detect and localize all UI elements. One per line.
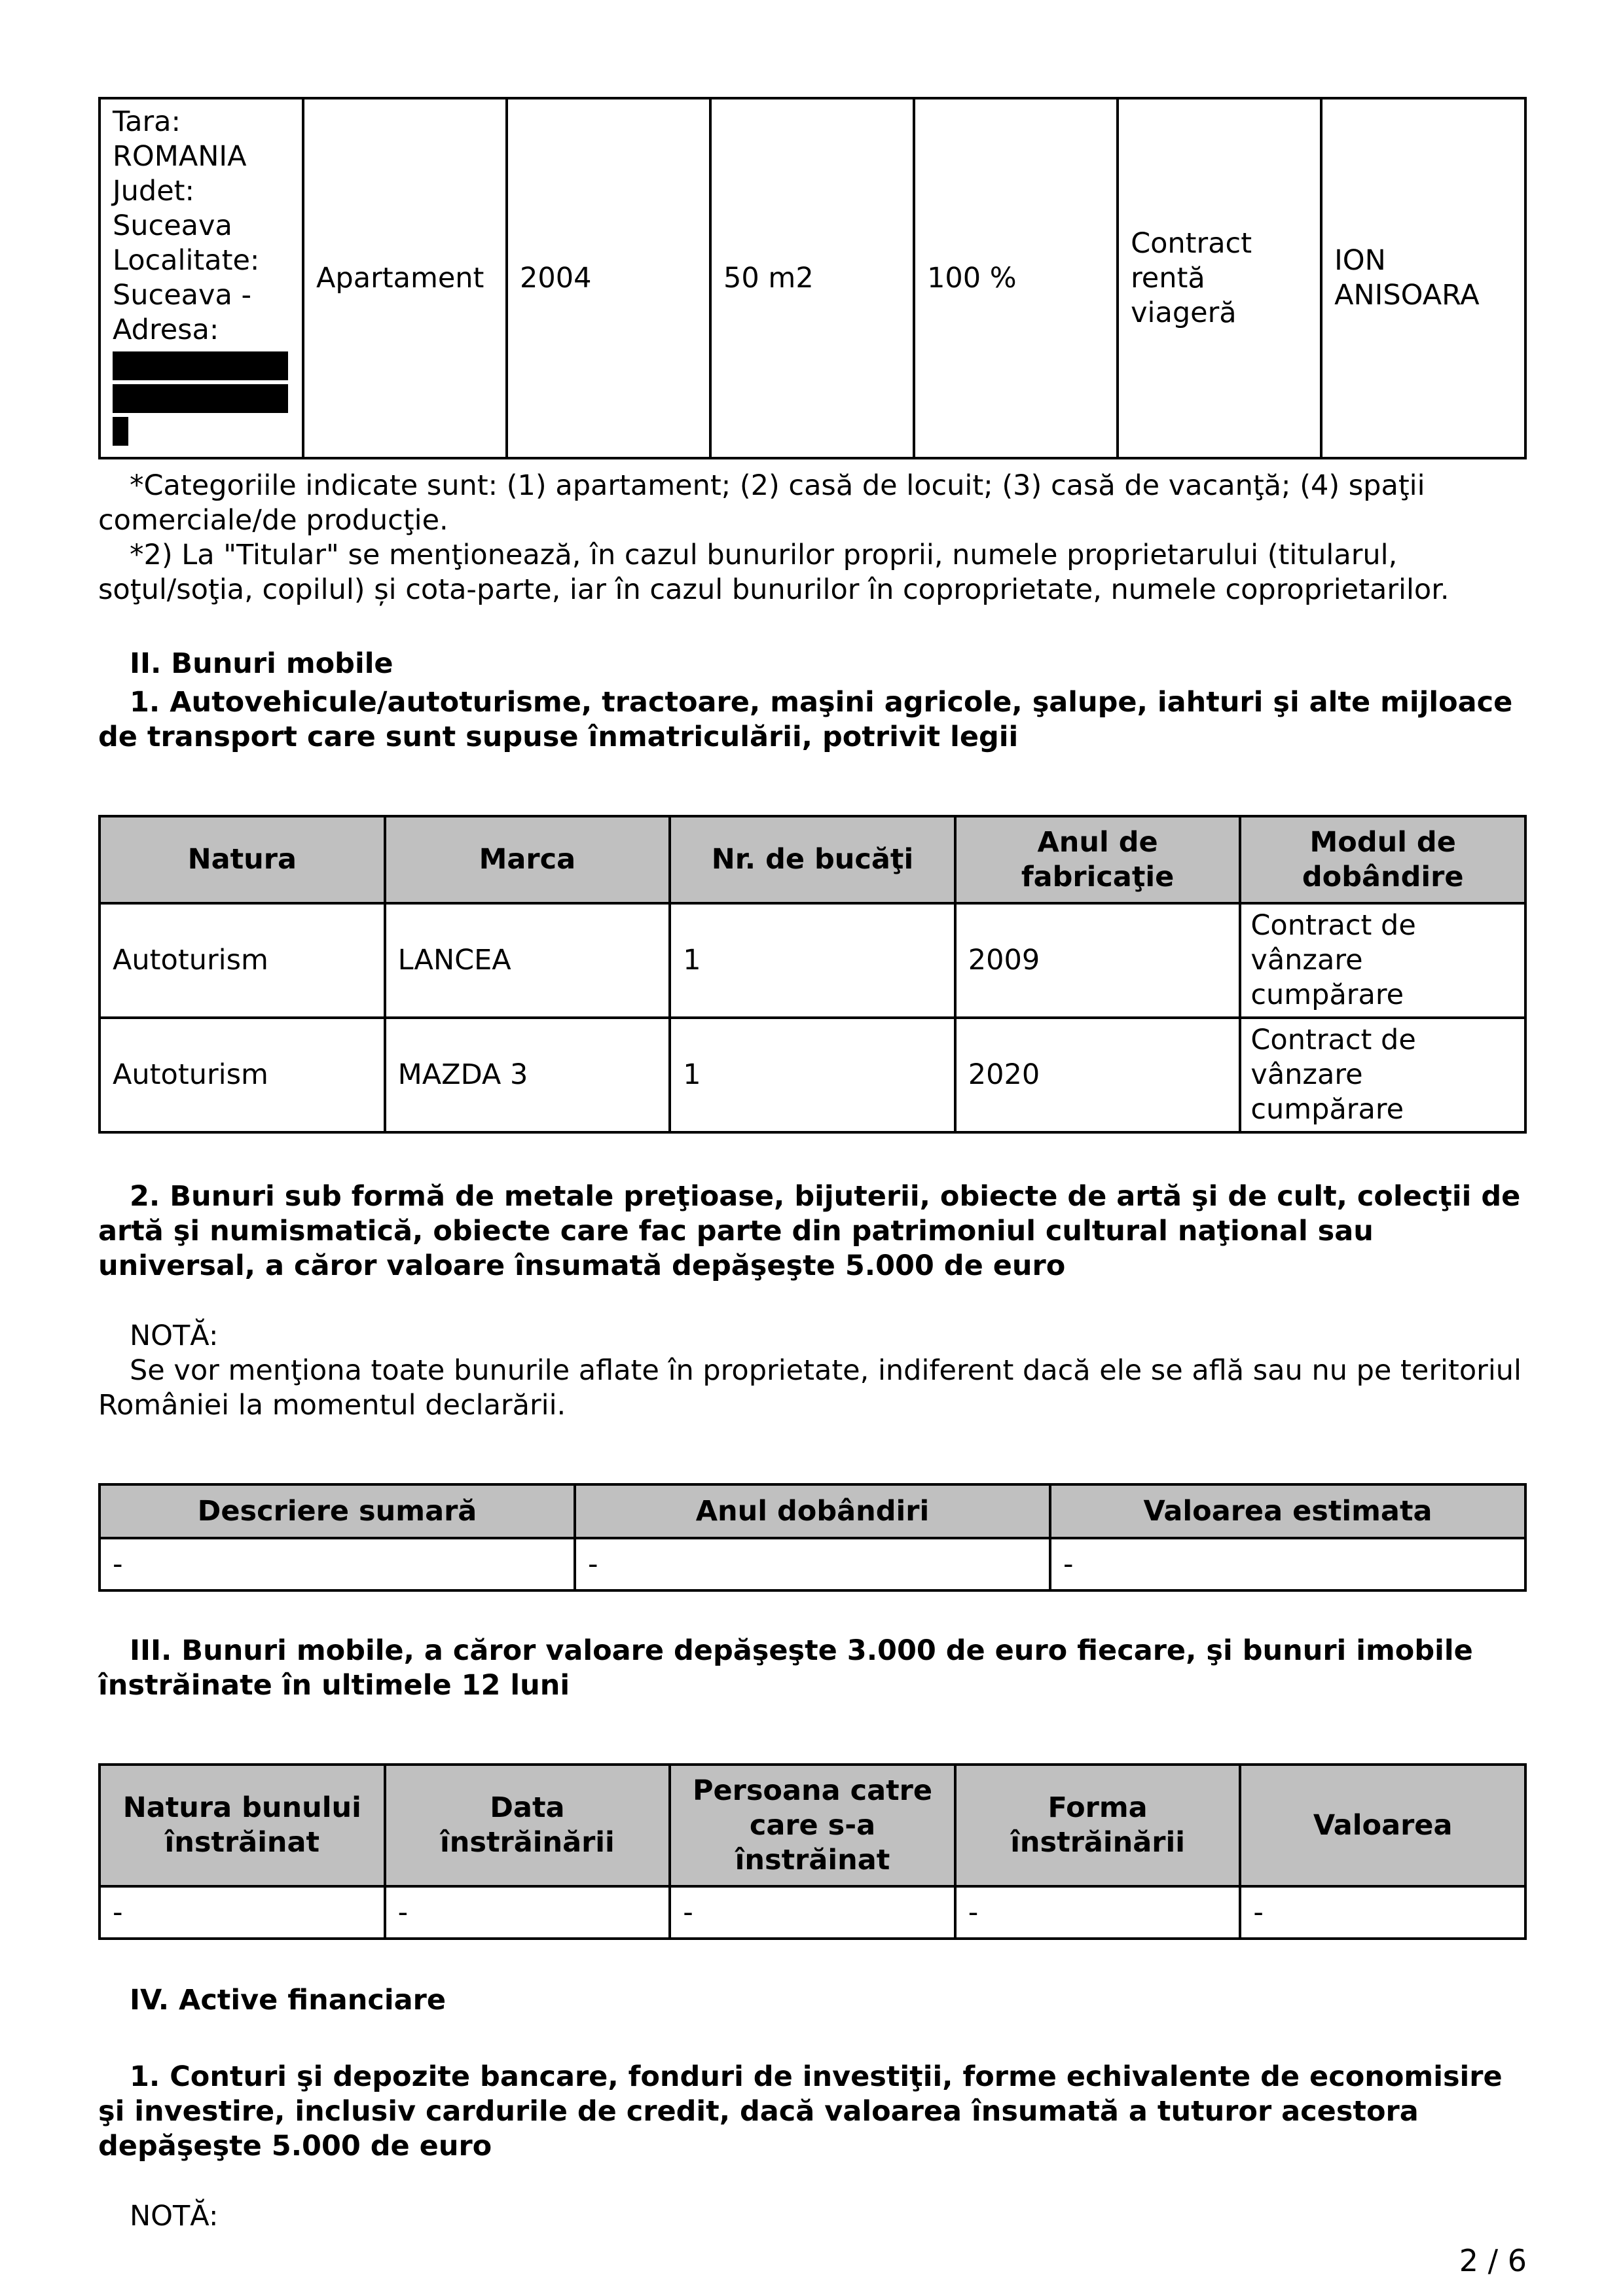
column-header: Valoarea bbox=[1240, 1765, 1525, 1886]
column-header: Natura bunului înstrăinat bbox=[100, 1765, 385, 1886]
area-cell: 50 m2 bbox=[710, 98, 914, 458]
share-cell: 100 % bbox=[914, 98, 1118, 458]
table-cell: MAZDA 3 bbox=[385, 1018, 670, 1132]
location-line: Localitate: bbox=[113, 244, 260, 277]
column-header: Modul de dobândire bbox=[1240, 816, 1525, 903]
column-header: Marca bbox=[385, 816, 670, 903]
table-cell: Contract de vânzare cumpărare bbox=[1240, 1018, 1525, 1132]
table-cell: - bbox=[100, 1538, 575, 1590]
nota-label: NOTĂ: bbox=[130, 1319, 219, 1352]
table-row bbox=[100, 1018, 1525, 1132]
property-table bbox=[98, 97, 1527, 459]
location-line: Suceava bbox=[113, 209, 232, 242]
vehicles-table bbox=[98, 815, 1527, 1134]
table-cell: - bbox=[1240, 1886, 1525, 1939]
redacted-address bbox=[113, 384, 288, 413]
table-row bbox=[100, 98, 1525, 458]
table-row bbox=[100, 1886, 1525, 1939]
column-header: Nr. de bucăţi bbox=[670, 816, 955, 903]
redacted-address bbox=[113, 351, 288, 380]
alienated-assets-table bbox=[98, 1763, 1527, 1940]
table-cell: - bbox=[955, 1886, 1241, 1939]
note-categories: *Categoriile indicate sunt: (1) apartament; (2) casă de locuit; (3) casă de vacanţă; (4) spaţii comerciale/de producţie. bbox=[98, 469, 1425, 537]
nota-text: Se vor menţiona toate bunurile aflate în proprietate, indiferent dacă ele se află sau nu pe teritoriul României la momentul declarării. bbox=[98, 1354, 1522, 1422]
location-cell bbox=[100, 98, 303, 458]
table-cell: - bbox=[670, 1886, 955, 1939]
table-cell: - bbox=[385, 1886, 670, 1939]
table-cell: 1 bbox=[670, 1018, 955, 1132]
note-titular: *2) La "Titular" se menţionează, în cazul bunurilor proprii, numele proprietarului (titularul, soţul/soţia, copilul) și cota-parte, iar în cazul bunurilor în coproprietate, numele coproprietarilor. bbox=[98, 539, 1450, 606]
location-line: Judet: bbox=[113, 175, 195, 207]
table-header-row bbox=[100, 1484, 1525, 1538]
table-cell: 2020 bbox=[955, 1018, 1241, 1132]
redacted-address bbox=[113, 417, 128, 446]
subsection-title: 1. Conturi şi depozite bancare, fonduri de investiţii, forme echivalente de economisire şi investire, inclusiv cardurile de credit, dacă valoarea însumată a tuturor acestora depăşeşte 5.000 de euro bbox=[98, 2060, 1503, 2162]
category-cell: Apartament bbox=[303, 98, 507, 458]
table-cell: LANCEA bbox=[385, 903, 670, 1018]
document-page bbox=[98, 97, 1527, 2234]
table-cell: Contract de vânzare cumpărare bbox=[1240, 903, 1525, 1018]
column-header: Valoarea estimata bbox=[1050, 1484, 1525, 1538]
valuables-table bbox=[98, 1483, 1527, 1592]
table-cell: Autoturism bbox=[100, 1018, 385, 1132]
column-header: Data înstrăinării bbox=[385, 1765, 670, 1886]
table-row bbox=[100, 1538, 1525, 1590]
location-line: Adresa: bbox=[113, 314, 219, 346]
page-number: 2 / 6 bbox=[1459, 2243, 1527, 2278]
owner-cell: ION ANISOARA bbox=[1321, 98, 1525, 458]
column-header: Anul de fabricaţie bbox=[955, 816, 1241, 903]
column-header: Forma înstrăinării bbox=[955, 1765, 1241, 1886]
table-row bbox=[100, 903, 1525, 1018]
table-cell: 1 bbox=[670, 903, 955, 1018]
column-header: Anul dobândiri bbox=[575, 1484, 1050, 1538]
table-cell: - bbox=[575, 1538, 1050, 1590]
section-title: II. Bunuri mobile bbox=[130, 647, 393, 680]
table-cell: Autoturism bbox=[100, 903, 385, 1018]
nota-label: NOTĂ: bbox=[130, 2200, 219, 2233]
column-header: Persoana catre care s-a înstrăinat bbox=[670, 1765, 955, 1886]
acquisition-cell: Contract rentă viageră bbox=[1118, 98, 1321, 458]
location-line: ROMANIA bbox=[113, 140, 247, 173]
subsection-title: 2. Bunuri sub formă de metale preţioase, bijuterii, obiecte de artă şi de cult, colecţii de artă şi numismatică, obiecte care fac parte din patrimoniul cultural naţional sau universal, a căror valoare însumată depăşeşte 5.000 de euro bbox=[98, 1180, 1521, 1282]
location-line: Suceava - bbox=[113, 279, 251, 312]
table-cell: - bbox=[100, 1886, 385, 1939]
table-header-row bbox=[100, 816, 1525, 903]
year-cell: 2004 bbox=[507, 98, 710, 458]
table-cell: 2009 bbox=[955, 903, 1241, 1018]
table-header-row bbox=[100, 1765, 1525, 1886]
column-header: Descriere sumară bbox=[100, 1484, 575, 1538]
column-header: Natura bbox=[100, 816, 385, 903]
subsection-title: 1. Autovehicule/autoturisme, tractoare, maşini agricole, şalupe, iahturi şi alte mijloace de transport care sunt supuse înmatriculării, potrivit legii bbox=[98, 686, 1513, 753]
section-title: III. Bunuri mobile, a căror valoare depăşeşte 3.000 de euro fiecare, şi bunuri imobile înstrăinate în ultimele 12 luni bbox=[98, 1634, 1473, 1702]
location-line: Tara: bbox=[113, 105, 181, 138]
section-title: IV. Active financiare bbox=[130, 1984, 446, 2017]
table-cell: - bbox=[1050, 1538, 1525, 1590]
